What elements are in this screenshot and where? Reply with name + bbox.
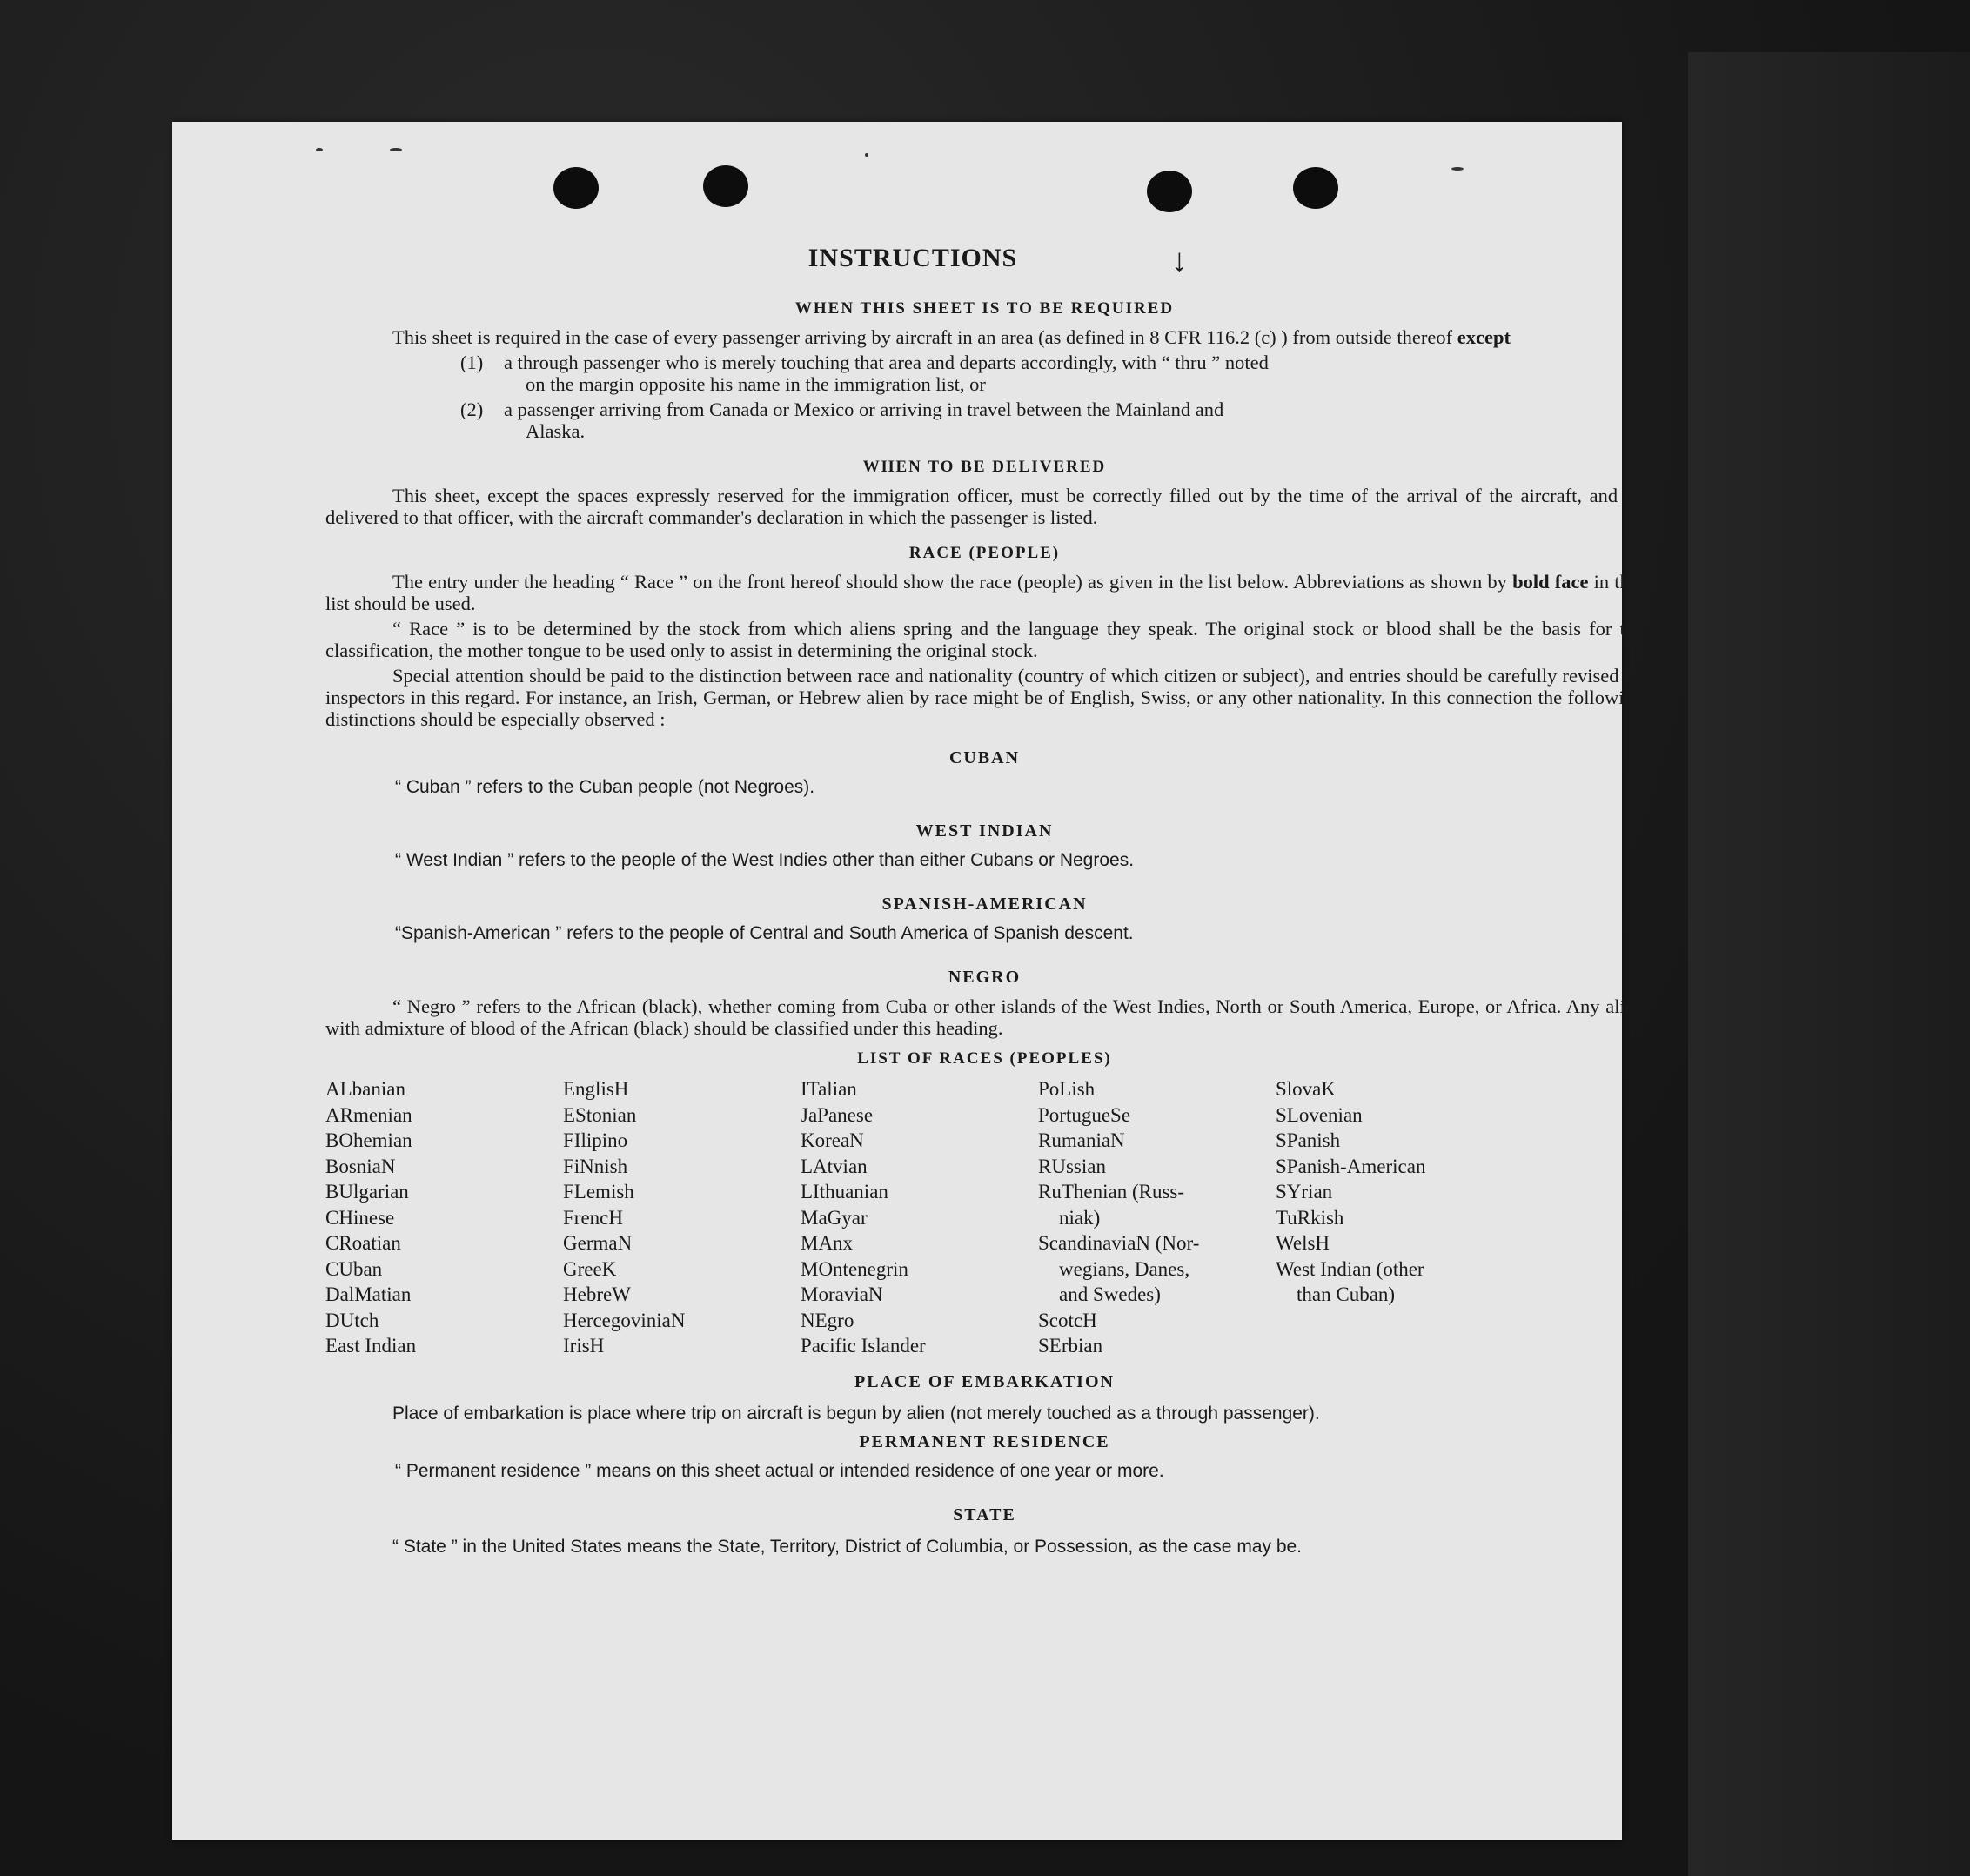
race-entry: NEgro xyxy=(801,1309,854,1331)
race-entry: TuRkish xyxy=(1276,1206,1344,1229)
race-entry: ScandinaviaN (Nor- xyxy=(1038,1232,1200,1254)
heading-cuban: CUBAN xyxy=(948,748,1021,767)
race-entry: PortugueSe xyxy=(1038,1103,1131,1126)
item-text xyxy=(504,352,1644,395)
race-entry: CRoatian xyxy=(325,1232,401,1254)
race-entry: ITalian xyxy=(801,1078,857,1100)
punch-hole xyxy=(1293,167,1338,209)
heading-permanent-residence: PERMANENT RESIDENCE xyxy=(859,1431,1110,1451)
race-entry: RUssian xyxy=(1038,1155,1106,1177)
races-column-2 xyxy=(563,1076,801,1359)
race-entry: MaGyar xyxy=(801,1206,868,1229)
race-entry: BUlgarian xyxy=(325,1181,409,1203)
item-text-line: a passenger arriving from Canada or Mexico or arriving in travel between the Mainland and xyxy=(504,399,1224,420)
race-entry: PoLish xyxy=(1038,1078,1096,1100)
heading-embarkation: PLACE OF EMBARKATION xyxy=(854,1371,1115,1391)
heading-race: RACE (PEOPLE) xyxy=(908,544,1061,562)
race-entry: BosniaN xyxy=(325,1155,396,1177)
heading-list-of-races: LIST OF RACES (PEOPLES) xyxy=(857,1049,1112,1068)
race-entry: WelsH xyxy=(1276,1232,1330,1254)
race-entry: LIthuanian xyxy=(801,1181,888,1203)
item-text-line: on the margin opposite his name in the immigration list, or xyxy=(526,373,986,395)
instructions-body xyxy=(325,284,1644,1561)
race-entry: IrisH xyxy=(563,1335,605,1357)
race-entry: BOhemian xyxy=(325,1129,412,1151)
race-paragraph-2: “ Race ” is to be determined by the stock from which aliens spring and the language they speak. The original stock or blood shall be the basis for the classification, the mother tongue to be used only to assist in determining the original stock. xyxy=(325,618,1644,661)
race-text: in that list should be used. xyxy=(325,571,1644,614)
race-entry: niak) xyxy=(1059,1206,1101,1229)
heading-delivered: WHEN TO BE DELIVERED xyxy=(862,458,1107,476)
race-entry: RuThenian (Russ- xyxy=(1038,1181,1185,1203)
races-list xyxy=(325,1076,1644,1359)
punch-hole xyxy=(553,167,599,209)
race-entry: JaPanese xyxy=(801,1103,874,1126)
race-bold-face: bold face xyxy=(1512,571,1589,593)
required-intro-text: This sheet is required in the case of every passenger arriving by aircraft in an area (as defined in 8 CFR 116.2 (c) ) from outside thereof xyxy=(392,326,1457,348)
speck xyxy=(390,148,402,151)
heading-required: WHEN THIS SHEET IS TO BE REQUIRED xyxy=(794,299,1175,318)
race-entry: FiNnish xyxy=(563,1155,628,1177)
item-number: (2) xyxy=(460,399,484,420)
race-entry: ALbanian xyxy=(325,1078,405,1100)
race-entry: SYrian xyxy=(1276,1181,1333,1203)
race-entry: SLovenian xyxy=(1276,1103,1363,1126)
race-entry: ARmenian xyxy=(325,1103,412,1126)
race-entry: SPanish-American xyxy=(1276,1155,1426,1177)
negro-text: “ Negro ” refers to the African (black), whether coming from Cuba or other islands of the West Indies, North or South America, Europe, or Africa. Any alien with admixture of blood of the African (black) should be classified under this heading. xyxy=(325,995,1644,1039)
races-column-3 xyxy=(801,1076,1038,1359)
race-entry: DUtch xyxy=(325,1309,379,1331)
arrow-mark-icon: ↓ xyxy=(1171,243,1188,279)
required-intro-except: except xyxy=(1457,326,1511,348)
race-entry: DalMatian xyxy=(325,1283,412,1305)
spanish-american-text: “Spanish-American ” refers to the people of Central and South America of Spanish descent. xyxy=(395,923,1134,943)
race-entry: GermaN xyxy=(563,1232,633,1254)
speck xyxy=(316,148,323,151)
item-text-line: Alaska. xyxy=(526,420,586,442)
embarkation-text: Place of embarkation is place where trip on aircraft is begun by alien (not merely touched as a through passenger). xyxy=(392,1403,1320,1424)
race-entry: and Swedes) xyxy=(1059,1283,1161,1305)
cuban-text: “ Cuban ” refers to the Cuban people (not Negroes). xyxy=(395,777,815,797)
delivered-text: This sheet, except the spaces expressly reserved for the immigration officer, must be correctly filled out by the time of the arrival of the aircraft, and be delivered to that officer, with the aircraft commander's declaration in which the passenger is listed. xyxy=(325,485,1644,528)
speck xyxy=(1451,167,1464,171)
item-text-line: a through passenger who is merely touching that area and departs accordingly, with “ thru ” noted xyxy=(504,352,1269,373)
race-text: The entry under the heading “ Race ” on the front hereof should show the race (people) as given in the list below. Abbreviations as shown by xyxy=(392,571,1513,593)
exception-item-2 xyxy=(460,399,1644,442)
punch-hole xyxy=(703,165,748,207)
race-entry: than Cuban) xyxy=(1297,1283,1396,1305)
race-paragraph-1 xyxy=(325,571,1644,614)
race-entry: Pacific Islander xyxy=(801,1335,926,1357)
document-page xyxy=(172,122,1644,1840)
heading-spanish-american: SPANISH-AMERICAN xyxy=(881,894,1088,914)
race-entry: EnglisH xyxy=(563,1078,629,1100)
race-entry: East Indian xyxy=(325,1335,417,1357)
state-text: “ State ” in the United States means the State, Territory, District of Columbia, or Possession, as the case may be. xyxy=(392,1536,1303,1557)
page-title: INSTRUCTIONS xyxy=(807,244,1018,272)
item-text xyxy=(504,399,1644,442)
race-entry: RumaniaN xyxy=(1038,1129,1125,1151)
race-entry: ScotcH xyxy=(1038,1309,1097,1331)
race-entry: LAtvian xyxy=(801,1155,868,1177)
race-entry: EStonian xyxy=(563,1103,637,1126)
race-entry: FIlipino xyxy=(563,1129,628,1151)
race-entry: FrencH xyxy=(563,1206,623,1229)
permanent-residence-text: “ Permanent residence ” means on this sheet actual or intended residence of one year or more. xyxy=(395,1460,1164,1481)
heading-negro: NEGRO xyxy=(948,968,1022,987)
race-entry: SErbian xyxy=(1038,1335,1103,1357)
race-entry: FLemish xyxy=(563,1181,634,1203)
item-number: (1) xyxy=(460,352,484,373)
race-entry: MoraviaN xyxy=(801,1283,883,1305)
race-entry: CUban xyxy=(325,1257,383,1280)
speck xyxy=(865,153,868,157)
race-entry: West Indian (other xyxy=(1276,1257,1424,1280)
races-column-1 xyxy=(325,1076,563,1359)
race-entry: HebreW xyxy=(563,1283,631,1305)
race-entry: wegians, Danes, xyxy=(1059,1257,1190,1280)
scan-edge-strip xyxy=(1688,52,1970,1876)
race-entry: MAnx xyxy=(801,1232,854,1254)
required-intro xyxy=(325,326,1644,348)
race-entry: SlovaK xyxy=(1276,1078,1336,1100)
race-entry: CHinese xyxy=(325,1206,395,1229)
race-entry: MOntenegrin xyxy=(801,1257,908,1280)
heading-state: STATE xyxy=(953,1504,1016,1524)
heading-west-indian: WEST INDIAN xyxy=(915,821,1054,841)
exception-item-1 xyxy=(460,352,1644,395)
race-entry: HercegoviniaN xyxy=(563,1309,686,1331)
west-indian-text: “ West Indian ” refers to the people of the West Indies other than either Cubans or Negroes. xyxy=(395,850,1135,870)
races-column-5 xyxy=(1276,1076,1476,1359)
races-column-4 xyxy=(1038,1076,1276,1359)
race-paragraph-3: Special attention should be paid to the distinction between race and nationality (country of which citizen or subject), and entries should be carefully revised by inspectors in this regard. For instance, an Irish, German, or Hebrew alien by race might be of English, Swiss, or any other nationality. In this connection the following distinctions should be especially observed : xyxy=(325,665,1644,730)
race-entry: KoreaN xyxy=(801,1129,864,1151)
race-entry: GreeK xyxy=(563,1257,617,1280)
punch-hole xyxy=(1147,171,1192,212)
race-entry: SPanish xyxy=(1276,1129,1341,1151)
